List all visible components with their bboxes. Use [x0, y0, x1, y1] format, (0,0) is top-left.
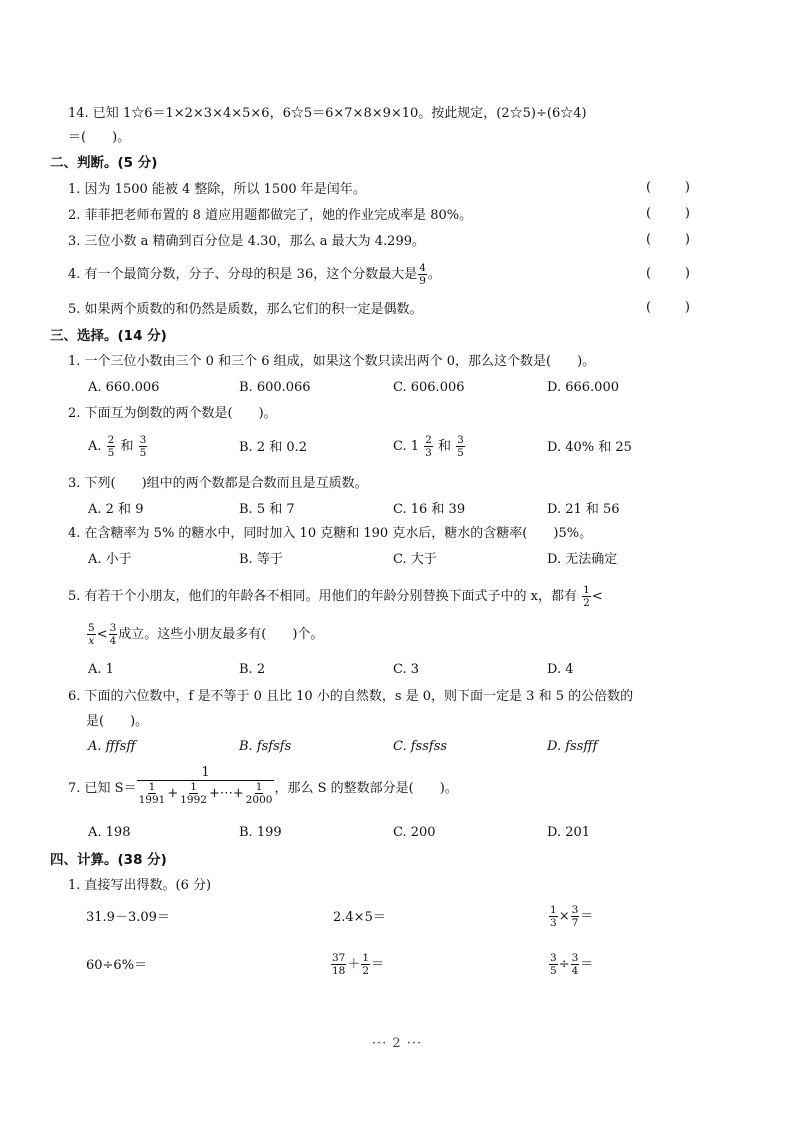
choice-q2-option-a[interactable]: A. $\frac{2}{5}$ 和 $\frac{3}{5}$ — [88, 434, 147, 459]
judge-answer-2[interactable]: ( ) — [646, 206, 690, 221]
choice-q4-option-b[interactable]: B. 等于 — [239, 552, 283, 567]
judge-answer-5[interactable]: ( ) — [646, 300, 690, 315]
choice-q4-option-c[interactable]: C. 大于 — [393, 552, 437, 567]
judge-item-2: 2. 菲菲把老师布置的 8 道应用题都做完了，她的作业完成率是 80%。 — [68, 208, 473, 223]
fraction: $\frac{2}{3}$ — [425, 434, 432, 459]
calc-sub1-title: 1. 直接写出得数。(6 分) — [68, 878, 212, 893]
fraction: $\frac{1}{3}$ — [550, 904, 557, 929]
fraction: $\frac{1}{2}$ — [362, 952, 370, 977]
choice-q3-option-a[interactable]: A. 2 和 9 — [88, 502, 144, 517]
section3-title: 三、选择。(14 分) — [50, 328, 167, 344]
fraction: $\frac{37}{18}$ — [332, 952, 346, 977]
page-number: ··· 2 ··· — [371, 1036, 423, 1051]
choice-q5-option-d[interactable]: D. 4 — [547, 662, 574, 677]
choice-q5-stem-line1: 5. 有若干个小朋友，他们的年龄各不相同。用他们的年龄分别替换下面式子中的 x，都有 $\frac{1}{2}$ < — [68, 584, 603, 609]
fraction: $\frac{1}{1991}$ — [138, 781, 166, 806]
choice-q6-stem-line2: 是( )。 — [86, 714, 149, 729]
choice-q7-option-b[interactable]: B. 199 — [239, 825, 282, 840]
choice-q3-option-d[interactable]: D. 21 和 56 — [547, 502, 620, 517]
fraction: $\frac{5}{x}$ — [88, 622, 95, 647]
judge-item-5: 5. 如果两个质数的和仍然是质数，那么它们的积一定是偶数。 — [68, 302, 423, 317]
fraction: $\frac{2}{5}$ — [107, 434, 115, 459]
calc-r2-c1: 60÷6%＝ — [86, 958, 148, 973]
choice-q2-option-d[interactable]: D. 40% 和 25 — [547, 440, 632, 455]
fraction: $\frac{3}{4}$ — [571, 952, 579, 977]
complex-fraction: 1 $\frac{1}{1991}$ + $\frac{1}{1992}$ +⋯+ $\frac{1}{2000}$ — [138, 765, 273, 806]
choice-q5-option-a[interactable]: A. 1 — [88, 662, 114, 677]
judge-item-3: 3. 三位小数 a 精确到百分位是 4.30，那么 a 最大为 4.299。 — [68, 234, 425, 249]
choice-q6-option-b[interactable]: B. fsfsfs — [239, 739, 292, 754]
judge-item-4: 4. 有一个最简分数，分子、分母的积是 36，这个分数最大是 $\frac{4}{9}$ 。 — [68, 262, 441, 287]
fraction: $\frac{1}{2000}$ — [245, 781, 273, 806]
choice-q6-stem-line1: 6. 下面的六位数中，f 是不等于 0 且比 10 小的自然数，s 是 0，则下面一定是 3 和 5 的公倍数的 — [68, 689, 634, 704]
fraction: $\frac{3}{5}$ — [139, 434, 147, 459]
choice-q3-stem: 3. 下列( )组中的两个数都是合数而且是互质数。 — [68, 476, 368, 491]
choice-q1-option-d[interactable]: D. 666.000 — [547, 380, 619, 395]
choice-q6-option-a[interactable]: A. fffsff — [88, 739, 136, 754]
calc-r1-c1: 31.9－3.09＝ — [86, 910, 170, 925]
choice-q6-option-d[interactable]: D. fssfff — [547, 739, 598, 754]
judge-answer-3[interactable]: ( ) — [646, 232, 690, 247]
calc-r1-c2: 2.4×5＝ — [333, 910, 386, 925]
judge-item-1: 1. 因为 1500 能被 4 整除，所以 1500 年是闰年。 — [68, 182, 366, 197]
calc-r1-c3: $\frac{1}{3}$ × $\frac{3}{7}$ ＝ — [550, 904, 594, 929]
choice-q7-option-c[interactable]: C. 200 — [393, 825, 436, 840]
choice-q3-option-c[interactable]: C. 16 和 39 — [393, 502, 466, 517]
choice-q2-stem: 2. 下面互为倒数的两个数是( )。 — [68, 406, 277, 421]
section4-title: 四、计算。(38 分) — [50, 852, 167, 868]
judge-answer-1[interactable]: ( ) — [646, 180, 690, 195]
calc-r2-c2: $\frac{37}{18}$ ＋ $\frac{1}{2}$ ＝ — [332, 952, 385, 977]
section2-title: 二、判断。(5 分) — [50, 155, 158, 171]
choice-q1-option-b[interactable]: B. 600.066 — [239, 380, 311, 395]
fraction: $\frac{3}{4}$ — [109, 622, 117, 647]
choice-q5-option-b[interactable]: B. 2 — [239, 662, 266, 677]
fraction-denominator: $\frac{1}{1991}$ + $\frac{1}{1992}$ +⋯+ $\frac{1}{2000}$ — [138, 781, 273, 806]
choice-q2-option-c[interactable]: C. 1 $\frac{2}{3}$ 和 $\frac{3}{5}$ — [393, 434, 464, 459]
calc-r2-c3: $\frac{3}{5}$ ÷ $\frac{3}{4}$ ＝ — [550, 952, 594, 977]
fraction: $\frac{3}{7}$ — [571, 904, 579, 929]
q14-line2: ＝( )。 — [68, 130, 131, 145]
choice-q7-option-a[interactable]: A. 198 — [88, 825, 131, 840]
choice-q1-option-a[interactable]: A. 660.006 — [88, 380, 160, 395]
choice-q1-option-c[interactable]: C. 606.006 — [393, 380, 465, 395]
judge-answer-4[interactable]: ( ) — [646, 266, 690, 281]
fraction: $\frac{1}{1992}$ — [180, 781, 207, 806]
choice-q7-stem: 7. 已知 S＝ 1 $\frac{1}{1991}$ + $\frac{1}{1992}$ +⋯+ $\frac{1}{2000}$ ，那么 S 的整数部分是( )。 — [68, 765, 458, 806]
choice-q4-stem: 4. 在含糖率为 5% 的糖水中，同时加入 10 克糖和 190 克水后，糖水的含糖率( )5%。 — [68, 526, 593, 541]
q14-line1: 14. 已知 1☆6＝1×2×3×4×5×6，6☆5＝6×7×8×9×10。按此规定，(2☆5)÷(6☆4) — [68, 106, 587, 121]
choice-q5-stem-line2: $\frac{5}{x}$ < $\frac{3}{4}$ 成立。这些小朋友最多有( )个。 — [88, 622, 324, 647]
choice-q6-option-c[interactable]: C. fssfss — [393, 739, 448, 754]
fraction: $\frac{3}{5}$ — [457, 434, 464, 459]
choice-q7-option-d[interactable]: D. 201 — [547, 825, 591, 840]
choice-q1-stem: 1. 一个三位小数由三个 0 和三个 6 组成，如果这个数只读出两个 0，那么这个数是( )。 — [68, 354, 596, 369]
choice-q4-option-a[interactable]: A. 小于 — [88, 552, 132, 567]
choice-q3-option-b[interactable]: B. 5 和 7 — [239, 502, 295, 517]
fraction: $\frac{4}{9}$ — [419, 262, 426, 287]
fraction: $\frac{1}{2}$ — [583, 584, 590, 609]
choice-q5-option-c[interactable]: C. 3 — [393, 662, 420, 677]
choice-q2-option-b[interactable]: B. 2 和 0.2 — [239, 440, 308, 455]
fraction: $\frac{3}{5}$ — [550, 952, 557, 977]
choice-q4-option-d[interactable]: D. 无法确定 — [547, 552, 618, 567]
